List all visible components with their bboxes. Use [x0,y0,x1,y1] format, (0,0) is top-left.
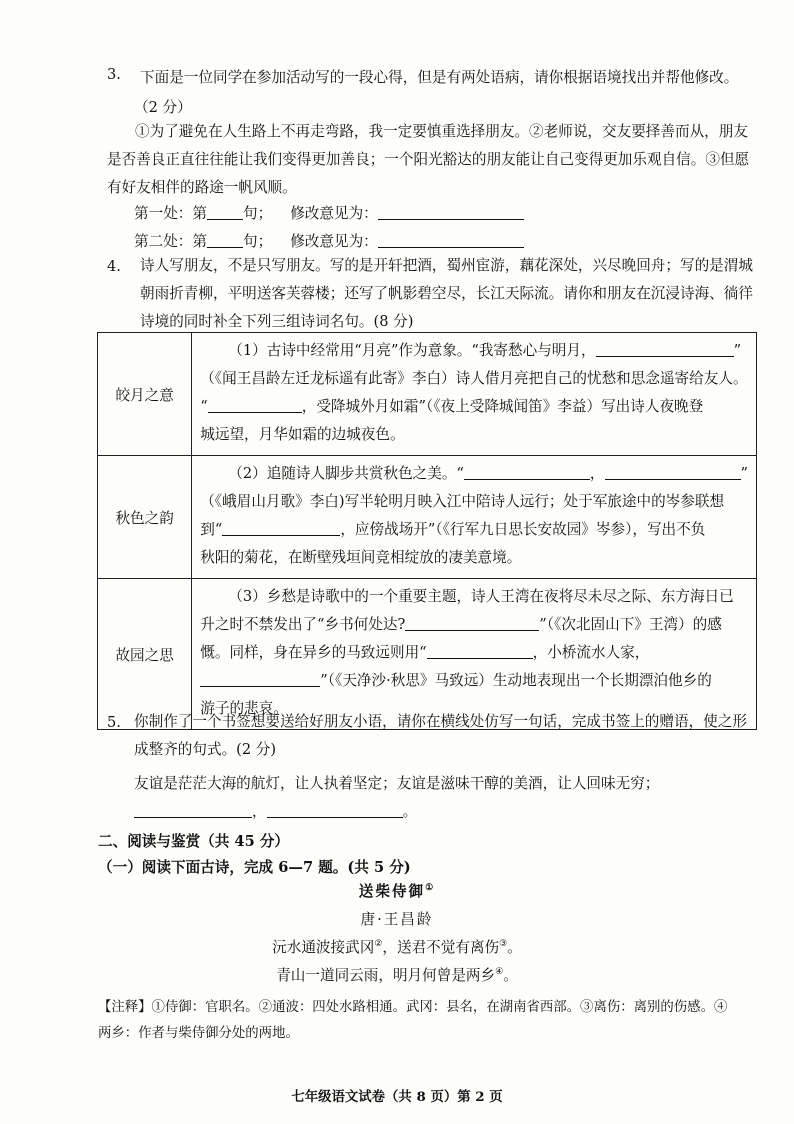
poem-line-2-end: 。 [503,967,518,984]
poem-line-1c: 。 [507,939,522,956]
advice-label: 修改意见为： [290,205,378,222]
quote-start: “ [200,398,208,415]
row1-l4: 城远望，月华如霜的边城夜色。 [200,426,405,443]
table-row [98,456,757,579]
blank-4-3c[interactable] [200,672,320,687]
row2-l1: （2）追随诗人脚步共赏秋色之美。“ [228,465,464,482]
q3-passage: ①为了避免在人生路上不再走弯路，我一定要慎重选择朋友。②老师说，交友要择善而从，朋友是否善良正直往往能让我们变得更加善良；一个阳光豁达的朋友能让自己变得更加乐观自信。③但愿有好友相伴的路途一帆风顺。 [107,123,750,196]
blank-4-2b[interactable] [605,465,741,480]
row-label: 秋色之韵 [98,456,192,579]
row3-l3: 慨。同样，身在异乡的马致远则用“ [200,644,427,661]
blank-sentence-1[interactable] [207,205,243,220]
blank-4-3a[interactable] [405,616,539,631]
footnote-mark: ④ [495,967,504,978]
row1-l2: （《闻王昌龄左迁龙标遥有此寄》李白）诗人借月亮把自己的忧愁和思念遥寄给友人。 [200,370,748,387]
poem-author: 唐·王昌龄 [360,911,434,928]
row3-l4: ”（《天净沙·秋思》马致远）生动地表现出一个长期漂泊他乡的 [320,672,712,689]
q3-points: （2 分） [134,99,192,116]
poem-line-1b: ，送君不觉有离伤 [382,939,500,956]
advice-label: 修改意见为： [290,233,378,250]
row1-l1: （1）古诗中经常用“月亮”作为意象。“我寄愁心与明月， [228,342,596,359]
page-footer: 七年级语文试卷（共 8 页）第 2 页 [291,1089,503,1105]
row-content [192,456,757,579]
sentence-word: 句； [242,233,273,250]
period: 。 [402,803,418,820]
row1-l3: ，受降城外月如霜”（《夜上受降城闻笛》李益）写出诗人夜晚登 [301,398,704,415]
poem-fill-table [97,332,757,730]
q4-prompt [140,252,758,336]
q5-answer-line [134,800,417,821]
footnote-mark: ③ [499,939,508,950]
blank-4-3b[interactable] [427,644,533,659]
poem-title-text: 送柴侍御 [358,883,426,900]
blank-advice-2[interactable] [378,233,524,248]
q5-prompt: 你制作了一个书签想要送给好朋友小语，请你在横线处仿写一句话，完成书签上的赠语，使之形成整齐的句式。(2 分) [134,713,747,758]
row-content [192,579,757,730]
blank-sentence-2[interactable] [207,233,243,248]
blank-5b[interactable] [267,803,403,818]
quote-end: ” [733,342,742,359]
row-content [192,333,757,456]
comma: ， [252,803,267,820]
row3-l2-end: ”（《次北固山下》王湾）的感 [539,616,722,633]
row-label: 皎月之意 [98,333,192,456]
q4-number: 4. [107,258,121,275]
notes-line-1: 【注释】①侍御：官职名。②通波：四处水路相通。武冈：县名，在湖南省西部。③离伤：离别的伤感。④ [98,1000,728,1015]
q5-number: 5. [107,714,121,731]
row-label: 故园之思 [98,579,192,730]
blank-4-1b[interactable] [208,398,302,413]
q3-line2 [134,230,524,251]
blank-4-2a[interactable] [464,465,590,480]
poem-line-1a: 沅水通波接武冈 [272,939,375,956]
q3-number: 3. [107,66,121,83]
q3-prompt: 下面是一位同学在参加活动写的一段心得，但是有两处语病，请你根据语境找出并帮他修改。 [140,69,739,86]
section2-sub: （一）阅读下面古诗，完成 6—7 题。(共 5 分) [98,859,411,876]
row2-l4: 秋阳的菊花，在断壁残垣间竞相绽放的凄美意境。 [200,549,522,566]
row2-l2: （《峨眉山月歌》李白)写半轮明月映入江中陪诗人远行；处于军旅途中的岑参联想 [200,493,725,510]
line2-prefix: 第二处：第 [134,233,207,250]
line1-prefix: 第一处：第 [134,205,207,222]
poem-line-2 [0,964,794,985]
poem-title [0,880,794,901]
notes-line-2: 两乡：作者与柴侍御分处的两地。 [98,1026,299,1041]
row3-l3-end: ，小桥流水人家， [532,644,650,661]
quote-start: 到“ [200,521,223,538]
poem-line-1 [0,936,794,957]
comma: ， [589,465,605,482]
row3-l5: 游子的悲哀。 [200,700,288,717]
section2-title: 二、阅读与鉴赏（共 45 分） [98,833,290,850]
sentence-word: 句； [242,205,273,222]
table-row [98,333,757,456]
blank-4-2c[interactable] [222,521,340,536]
table-row [98,579,757,730]
blank-advice-1[interactable] [378,205,524,220]
poem-line-2-text: 青山一道同云雨，明月何曾是两乡 [276,967,496,984]
footnote-mark: ② [374,939,383,950]
q5-example: 友谊是茫茫大海的航灯，让人执着坚定；友谊是滋味干醇的美酒，让人回味无穷； [134,775,660,792]
quote-end: ” [740,465,748,482]
q3-line1 [134,202,524,223]
blank-4-1a[interactable] [596,342,734,357]
row2-l3: ，应傍战场开”（《行军九日思长安故园》岑参），写出不负 [340,521,706,538]
footnote-mark: ① [425,883,436,894]
row3-l1: （3）乡愁是诗歌中的一个重要主题，诗人王湾在夜将尽未尽之际、东方海日已 [228,588,734,605]
q4-prompt-text: 诗人写朋友，不是只写朋友。写的是开轩把酒，蜀州宦游，藕花深处，兴尽晚回舟；写的是渭城朝雨折青柳，平明送客芙蓉楼；还写了帆影碧空尽，长江天际流。请你和朋友在沉浸诗海、徜徉诗境的同时补全下列三组诗词名句。(8 分) [140,257,753,330]
blank-5a[interactable] [134,803,252,818]
row3-l2: 升之时不禁发出了“乡书何处达? [200,616,406,633]
